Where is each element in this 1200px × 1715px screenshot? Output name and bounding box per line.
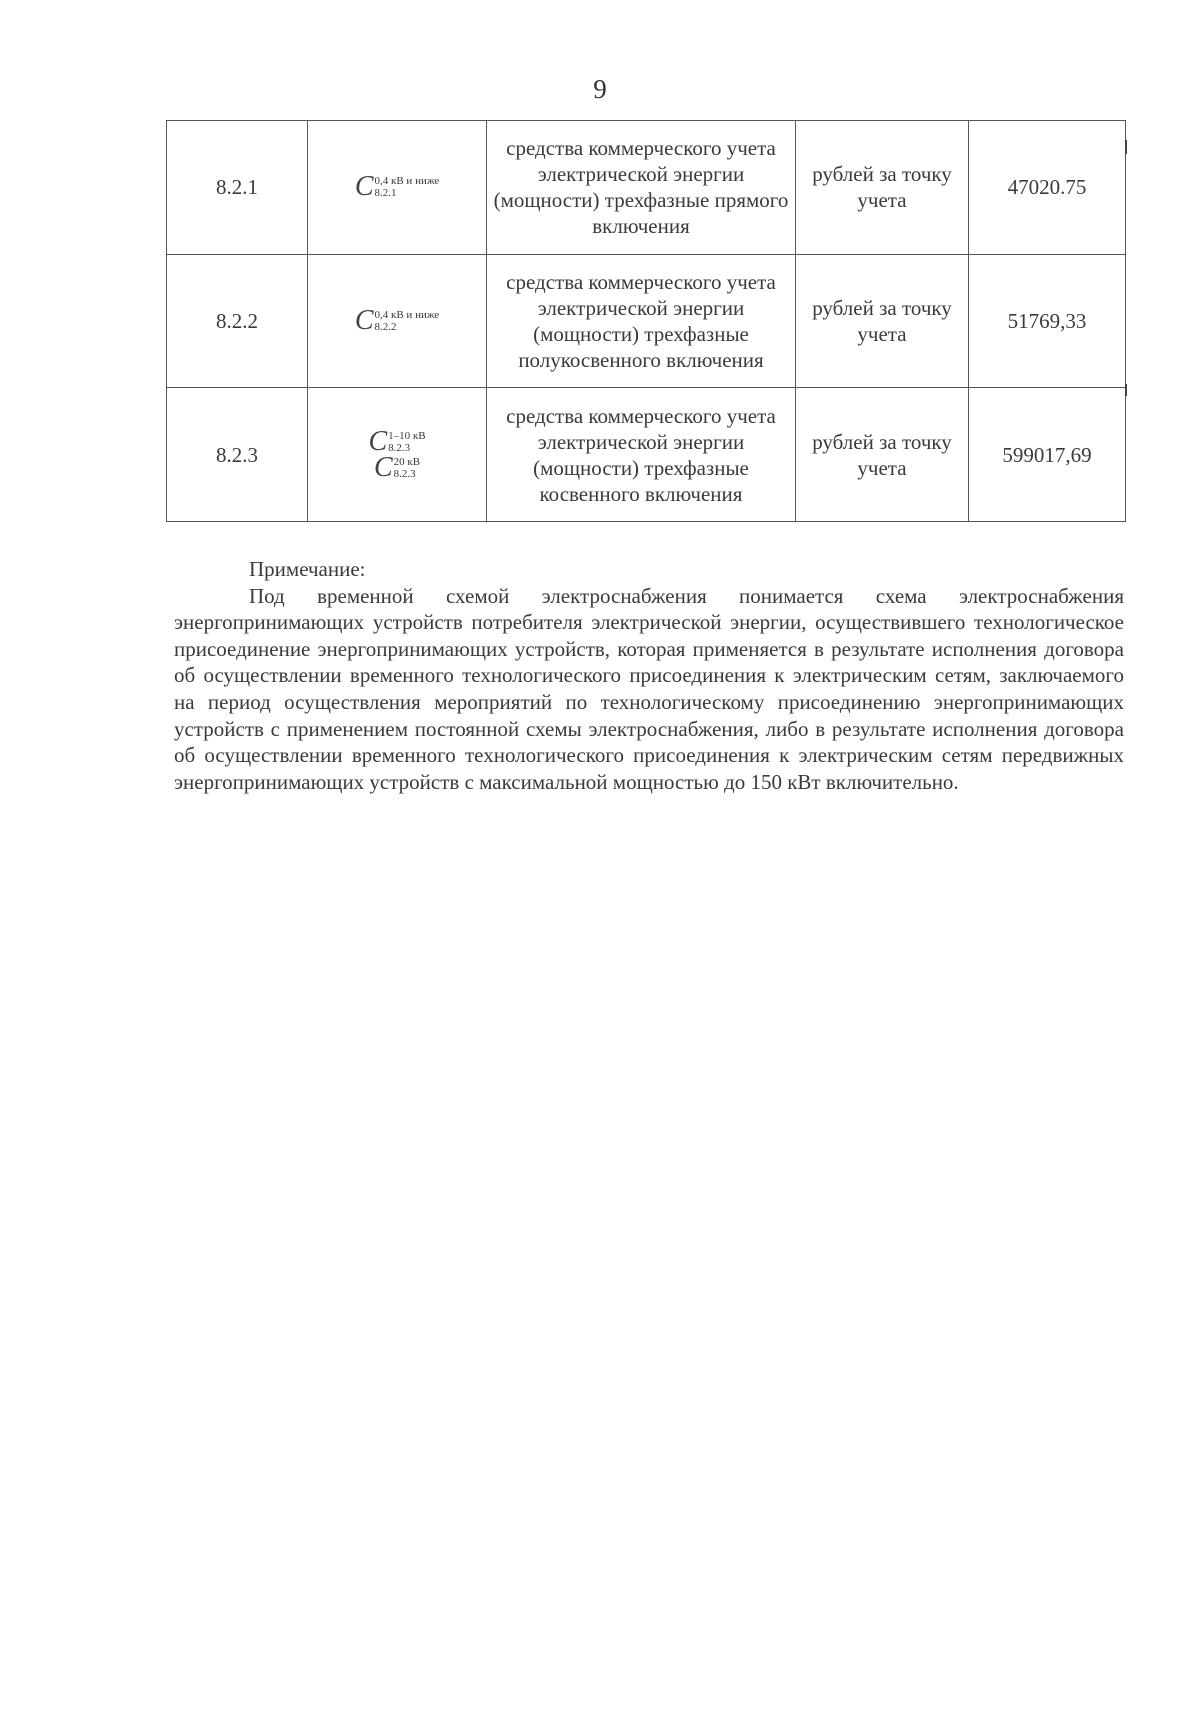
row-code: 8.2.2 (167, 254, 308, 388)
row-value: 599017,69 (969, 388, 1126, 522)
row-unit: рублей за точку учета (796, 121, 969, 255)
formula-subscript: 8.2.3 (393, 467, 416, 480)
tariff-formula (373, 451, 421, 483)
table-row (167, 254, 1126, 388)
formula-symbol: C (354, 171, 374, 203)
formula-stack (312, 171, 482, 203)
row-code: 8.2.1 (167, 121, 308, 255)
right-margin-mark (1125, 384, 1127, 396)
formula-superscript: 20 кВ (393, 455, 421, 468)
tariff-formula (368, 425, 426, 457)
page-number: 9 (593, 74, 607, 104)
formula-stack (312, 425, 482, 483)
row-unit: рублей за точку учета (796, 254, 969, 388)
tariff-table-body (167, 121, 1126, 522)
tariff-formula (354, 304, 440, 336)
formula-symbol: C (373, 451, 393, 483)
formula-scripts (394, 456, 420, 480)
note-section (174, 556, 1124, 795)
formula-superscript: 0,4 кВ и ниже (374, 308, 440, 321)
row-formula-cell (308, 254, 487, 388)
formula-scripts (375, 175, 440, 199)
tariff-formula (354, 171, 440, 203)
tariff-table (166, 120, 1126, 522)
row-description: средства коммерческого учета электрической энергии (мощности) трехфазные прямого включения (487, 121, 796, 255)
row-value: 47020.75 (969, 121, 1126, 255)
note-body: Под временной схемой электроснабжения понимается схема электроснабжения энергопринимающих устройств потребителя электрической энергии, осуществившего технологическое присоединение энергопринимающих устройств, которая применяется в результате исполнения договора об осуществлении временного технологического присоединения к электрическим сетям, заключаемого на период осуществления мероприятий по технологическому присоединению энергопринимающих устройств с применением постоянной схемы электроснабжения, либо в результате исполнения договора об осуществлении временного технологического присоединения к электрическим сетям передвижных энергопринимающих устройств с максимальной мощностью до 150 кВт включительно. (174, 583, 1124, 794)
row-formula-cell (308, 388, 487, 522)
table-row (167, 121, 1126, 255)
note-title: Примечание: (249, 557, 366, 581)
formula-scripts (375, 309, 440, 333)
row-unit: рублей за точку учета (796, 388, 969, 522)
formula-scripts (388, 430, 425, 454)
formula-subscript: 8.2.2 (374, 320, 397, 333)
row-code: 8.2.3 (167, 388, 308, 522)
formula-superscript: 1–10 кВ (388, 429, 426, 442)
formula-stack (312, 304, 482, 336)
row-description: средства коммерческого учета электрической энергии (мощности) трехфазные полукосвенного включения (487, 254, 796, 388)
row-value: 51769,33 (969, 254, 1126, 388)
formula-subscript: 8.2.3 (388, 441, 411, 454)
row-description: средства коммерческого учета электрической энергии (мощности) трехфазные косвенного включения (487, 388, 796, 522)
formula-symbol: C (368, 425, 388, 457)
formula-superscript: 0,4 кВ и ниже (374, 175, 440, 188)
formula-symbol: C (354, 304, 374, 336)
table-row (167, 388, 1126, 522)
row-formula-cell (308, 121, 487, 255)
right-margin-mark (1125, 140, 1127, 154)
formula-subscript: 8.2.1 (374, 187, 397, 200)
